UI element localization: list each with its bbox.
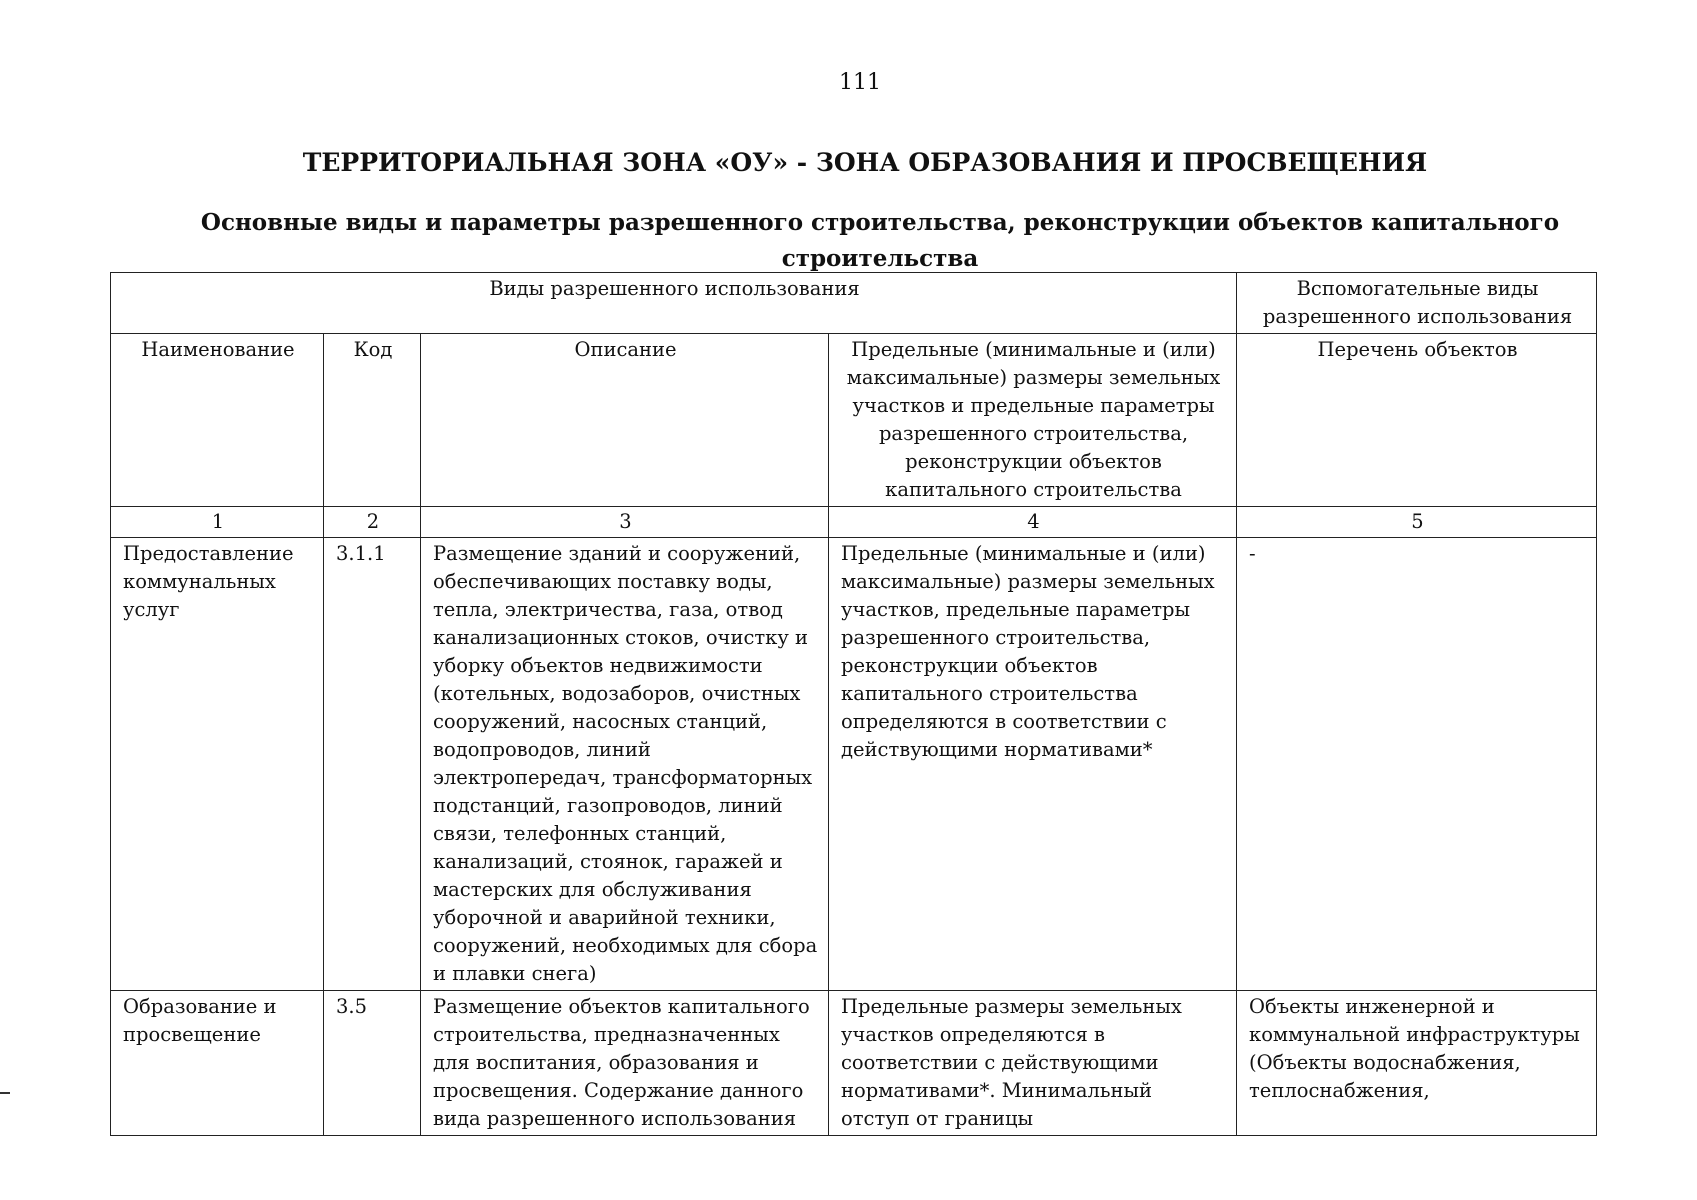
column-header-description: Описание	[421, 334, 829, 507]
row-code-cell: 3.5	[324, 991, 421, 1136]
row-description-cell: Размещение объектов капитального строительства, предназначенных для воспитания, образования и просвещения. Содержание данного вида разрешенного использования	[421, 991, 829, 1136]
group-header-main: Виды разрешенного использования	[111, 273, 1237, 334]
column-header-name: Наименование	[111, 334, 324, 507]
row-aux-objects-cell: -	[1237, 538, 1597, 991]
row-description-cell: Размещение зданий и сооружений, обеспечивающих поставку воды, тепла, электричества, газа, отвод канализационных стоков, очистку и уборку объектов недвижимости (котельных, водозаборов, очистных сооружений, насосных станций, водопроводов, линий электропередач, трансформаторных подстанций, газопроводов, линий связи, телефонных станций, канализаций, стоянок, гаражей и мастерских для обслуживания уборочной и аварийной техники, сооружений, необходимых для сбора и плавки снега)	[421, 538, 829, 991]
column-header-code: Код	[324, 334, 421, 507]
column-number: 3	[421, 507, 829, 538]
column-number-row	[111, 507, 1597, 538]
row-code-cell: 3.1.1	[324, 538, 421, 991]
row-parameters-cell: Предельные (минимальные и (или) максимальные) размеры земельных участков, предельные параметры разрешенного строительства, реконструкции объектов капитального строительства определяются в соответствии с действующими нормативами*	[829, 538, 1237, 991]
column-number: 1	[111, 507, 324, 538]
zoning-table	[110, 272, 1597, 1136]
page-title: ТЕРРИТОРИАЛЬНАЯ ЗОНА «ОУ» - ЗОНА ОБРАЗОВАНИЯ И ПРОСВЕЩЕНИЯ	[302, 148, 1428, 177]
row-name-cell: Образование и просвещение	[111, 991, 324, 1136]
column-number: 4	[829, 507, 1237, 538]
group-header-aux: Вспомогательные виды разрешенного использования	[1237, 273, 1597, 334]
page-number: 111	[839, 70, 881, 95]
row-aux-objects-cell: Объекты инженерной и коммунальной инфраструктуры (Объекты водоснабжения, теплоснабжения,	[1237, 991, 1597, 1136]
table-row	[111, 991, 1597, 1136]
column-header-parameters: Предельные (минимальные и (или) максимальные) размеры земельных участков и предельные параметры разрешенного строительства, реконструкции объектов капитального строительства	[829, 334, 1237, 507]
row-parameters-cell: Предельные размеры земельных участков определяются в соответствии с действующими нормативами*. Минимальный отступ от границы	[829, 991, 1237, 1136]
column-header-row	[111, 334, 1597, 507]
group-header-row	[111, 273, 1597, 334]
column-number: 5	[1237, 507, 1597, 538]
row-name-cell: Предоставление коммунальных услуг	[111, 538, 324, 991]
table-row	[111, 538, 1597, 991]
scan-margin-mark	[0, 1092, 10, 1094]
column-number: 2	[324, 507, 421, 538]
column-header-objects: Перечень объектов	[1237, 334, 1597, 507]
table-subtitle: Основные виды и параметры разрешенного строительства, реконструкции объектов капитального строительства	[200, 209, 1560, 272]
